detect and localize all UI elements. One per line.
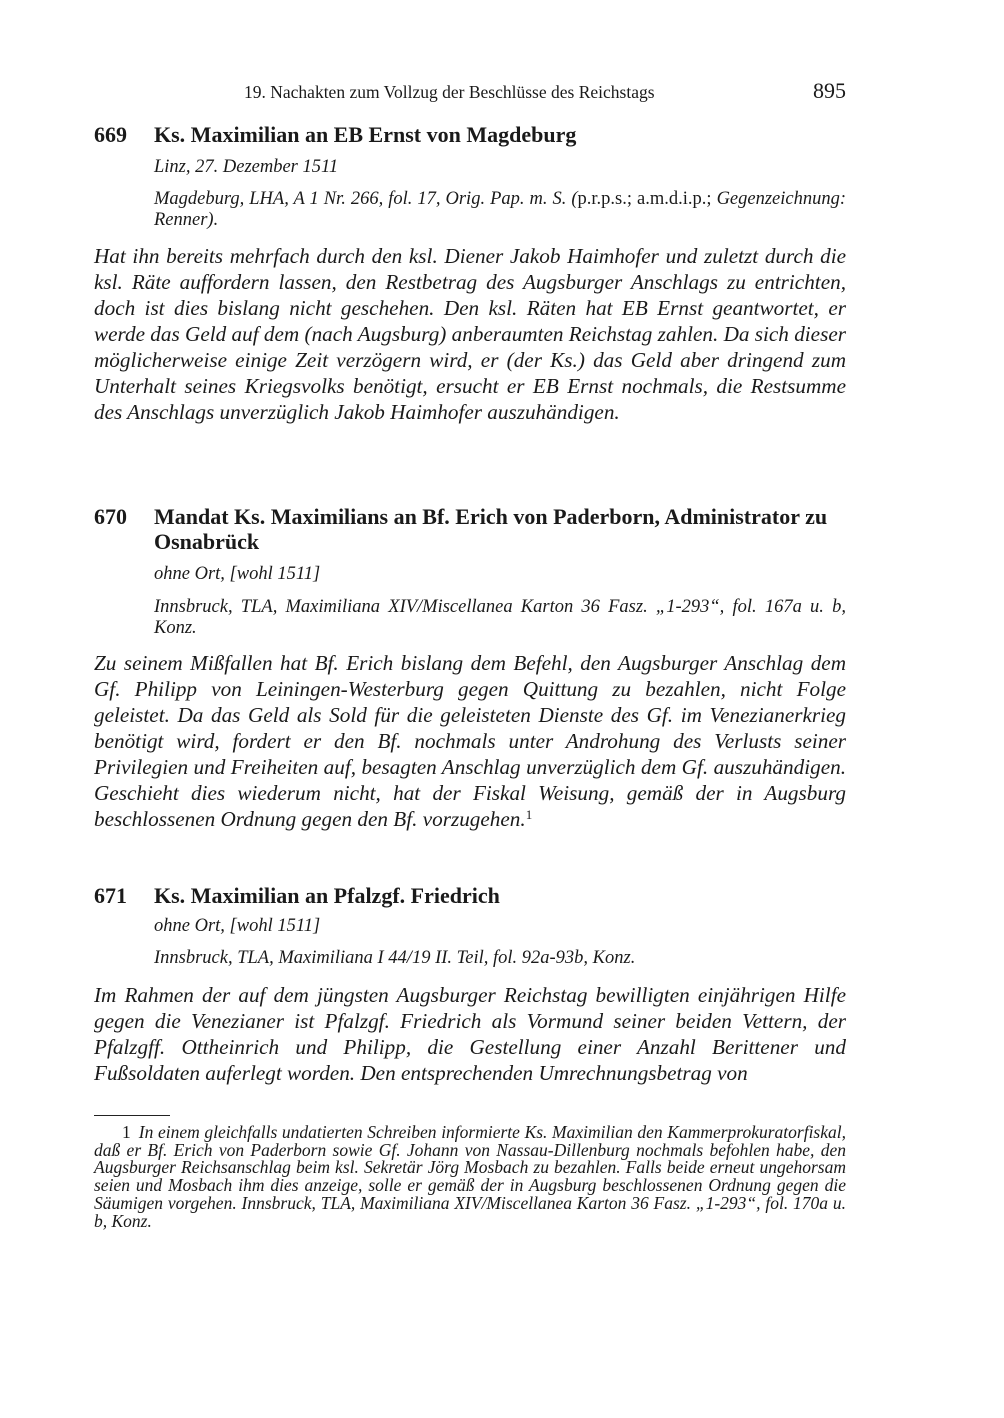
- entry-source: Innsbruck, TLA, Maximiliana XIV/Miscellanea Karton 36 Fasz. „1-293“, fol. 167a u. b, Konz.: [154, 597, 846, 638]
- source-text: Magdeburg, LHA, A 1 Nr. 266, fol. 17, Orig. Pap. m. S. (: [154, 189, 578, 209]
- source-abbrev: a.m.d.i.p.;: [637, 189, 712, 209]
- footnote-divider: [94, 1115, 170, 1116]
- entry-place-date: ohne Ort, [wohl 1511]: [154, 564, 321, 584]
- footnote-text: In einem gleichfalls undatierten Schreiben informierte Ks. Maximilian den Kammerprokuratorfiskal, daß er Bf. Erich von Paderborn sowie Gf. Johann von Nassau-Dillenburg nochmals befohlen habe, den Augsburger Reichsanschlag beim ksl. Sekretär Jörg Mosbach zu bezahlen. Falls beide erneut ungehorsam seien und Mosbach ihm dies anzeige, solle er gemäß der in Augsburg beschlossenen Ordnung gegen die Säumigen vorgehen. Innsbruck, TLA, Maximiliana XIV/Miscellanea Karton 36 Fasz. „1-293“, fol. 170a u. b, Konz.: [94, 1122, 846, 1231]
- footnote: [94, 1124, 846, 1230]
- running-header: [94, 80, 846, 108]
- source-text: Gegenzeichnung: Renner).: [154, 189, 847, 230]
- entry-number: 669: [94, 122, 127, 147]
- entry-number: 670: [94, 504, 127, 529]
- entry-heading-671: [94, 883, 846, 908]
- entry-source: [154, 189, 846, 231]
- footnote-reference[interactable]: 1: [525, 807, 533, 822]
- entry-regest: Im Rahmen der auf dem jüngsten Augsburger Reichstag bewilligten einjährigen Hilfe gegen die Venezianer ist Pfalzgf. Friedrich als Vormund seiner beiden Vettern, der Pfalzgff. Ottheinrich und Philipp, die Gestellung einer Anzahl Berittener und Fußsoldaten auferlegt worden. Den entsprechenden Umrechnungsbetrag von: [94, 983, 846, 1085]
- entry-heading-669: [94, 122, 846, 147]
- source-abbrev: p.r.p.s.;: [577, 189, 633, 209]
- footnote-number: 1: [122, 1122, 131, 1142]
- entry-place-date: Linz, 27. Dezember 1511: [154, 157, 339, 177]
- entry-regest: Hat ihn bereits mehrfach durch den ksl. Diener Jakob Haimhofer und zuletzt durch die ksl. Räte auffordern lassen, den Restbetrag des Augsburger Anschlags zu entrichten, doch ist dies bislang nicht geschehen. Den ksl. Räten hat EB Ernst geantwortet, er werde das Geld auf dem (nach Augsburg) anberaumten Reichstag zahlen. Da sich dieser möglicherweise einige Zeit verzögern wird, er (der Ks.) das Geld aber dringend zum Unterhalt seines Kriegsvolks benötigt, ersucht er EB Ernst nochmals, die Restsumme des Anschlags unverzüglich Jakob Haimhofer auszuhändigen.: [94, 244, 846, 424]
- entry-regest: [94, 650, 846, 832]
- entry-heading-670: [94, 504, 846, 554]
- entry-source: Innsbruck, TLA, Maximiliana I 44/19 II. Teil, fol. 92a-93b, Konz.: [154, 948, 636, 968]
- entry-place-date: ohne Ort, [wohl 1511]: [154, 916, 321, 936]
- entry-title: Ks. Maximilian an Pfalzgf. Friedrich: [154, 883, 500, 908]
- running-title: 19. Nachakten zum Vollzug der Beschlüsse des Reichstags: [244, 82, 655, 102]
- regest-text: Zu seinem Mißfallen hat Bf. Erich bislang dem Befehl, den Augsburger Anschlag dem Gf. Philipp von Leiningen-Westerburg gegen Quittung zu bezahlen, nicht Folge geleistet. Da das Geld als Sold für die geleisteten Dienste des Gf. im Venezianerkrieg benötigt wird, fordert er den Bf. nochmals unter Androhung des Verlusts seiner Privilegien und Freiheiten auf, besagten Anschlag unverzüglich dem Gf. auszuhändigen. Geschieht dies wiederum nicht, hat der Fiskal Weisung, gemäß der in Augsburg beschlossenen Ordnung gegen den Bf. vorzugehen.: [94, 651, 846, 831]
- page-number: 895: [813, 78, 846, 103]
- entry-number: 671: [94, 883, 127, 908]
- entry-title: Mandat Ks. Maximilians an Bf. Erich von Paderborn, Administrator zu Osnabrück: [154, 504, 828, 554]
- entry-title: Ks. Maximilian an EB Ernst von Magdeburg: [154, 122, 577, 147]
